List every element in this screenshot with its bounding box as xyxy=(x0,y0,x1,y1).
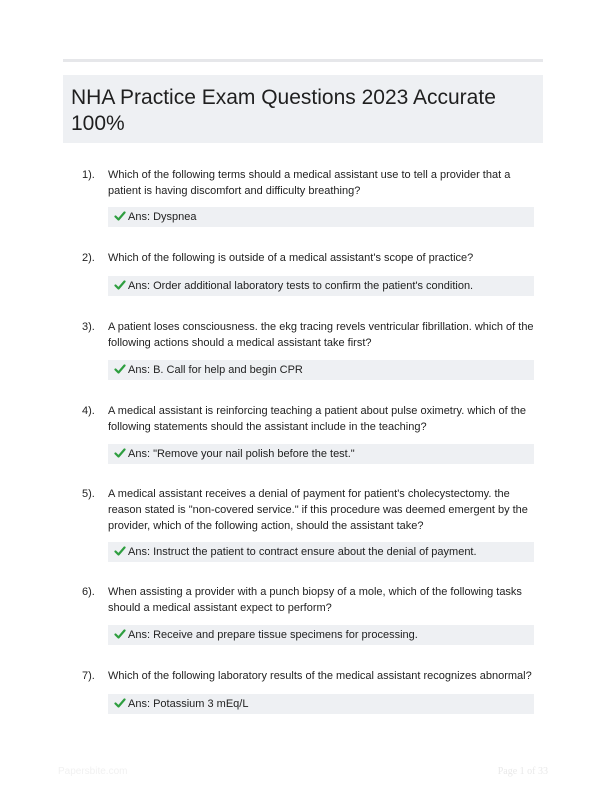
top-divider xyxy=(63,59,543,62)
question-text: A patient loses consciousness. the ekg tracing revels ventricular fibrillation. which of the following actions should a medical assistant take first? xyxy=(108,321,534,349)
question-text: A medical assistant is reinforcing teaching a patient about pulse oximetry. which of the following statements should the assistant include in the teaching? xyxy=(108,405,527,433)
check-icon xyxy=(114,363,126,375)
page-title: NHA Practice Exam Questions 2023 Accurate 100% xyxy=(71,86,496,135)
question-text: A medical assistant receives a denial of payment for patient's cholecystectomy. the reason stated is "non-covered service." if this procedure was deemed emergent by the provider, which of the following action, should the assistant take? xyxy=(108,488,528,532)
question-number: 4). xyxy=(82,405,95,417)
question-number: 6). xyxy=(82,586,95,598)
answer-text: Ans: Receive and prepare tissue specimens for processing. xyxy=(128,629,418,641)
question-text: Which of the following is outside of a medical assistant's scope of practice? xyxy=(108,252,474,264)
answer-text: Ans: Instruct the patient to contract ensure about the denial of payment. xyxy=(128,546,477,558)
answer-box xyxy=(108,625,534,645)
check-icon xyxy=(114,279,126,291)
question-text: Which of the following laboratory results of the medical assistant recognizes abnormal? xyxy=(108,670,532,682)
answer-text: Ans: Potassium 3 mEq/L xyxy=(128,698,249,710)
title-banner xyxy=(63,75,543,143)
question-number: 5). xyxy=(82,488,95,500)
question-text: When assisting a provider with a punch biopsy of a mole, which of the following tasks should a medical assistant expect to perform? xyxy=(108,586,522,614)
check-icon xyxy=(114,210,126,222)
question-number: 7). xyxy=(82,670,95,682)
answer-box xyxy=(108,542,534,562)
answer-text: Ans: Order additional laboratory tests to confirm the patient's condition. xyxy=(128,280,474,292)
answer-text: Ans: "Remove your nail polish before the test." xyxy=(128,448,355,460)
check-icon xyxy=(114,447,126,459)
answer-box xyxy=(108,207,534,227)
answer-box xyxy=(108,694,534,714)
answer-box xyxy=(108,276,534,296)
answer-box xyxy=(108,360,534,380)
check-icon xyxy=(114,628,126,640)
question-number: 3). xyxy=(82,321,95,333)
question-text: Which of the following terms should a medical assistant use to tell a provider that a patient is having discomfort and difficulty breathing? xyxy=(108,169,511,197)
answer-text: Ans: Dyspnea xyxy=(128,211,197,223)
answer-box xyxy=(108,444,534,464)
question-number: 1). xyxy=(82,169,95,181)
question-number: 2). xyxy=(82,252,95,264)
check-icon xyxy=(114,545,126,557)
answer-text: Ans: B. Call for help and begin CPR xyxy=(128,364,303,376)
footer-watermark: Papersbite.com xyxy=(58,766,128,777)
page-number: Page 1 of 33 xyxy=(497,766,548,777)
check-icon xyxy=(114,697,126,709)
